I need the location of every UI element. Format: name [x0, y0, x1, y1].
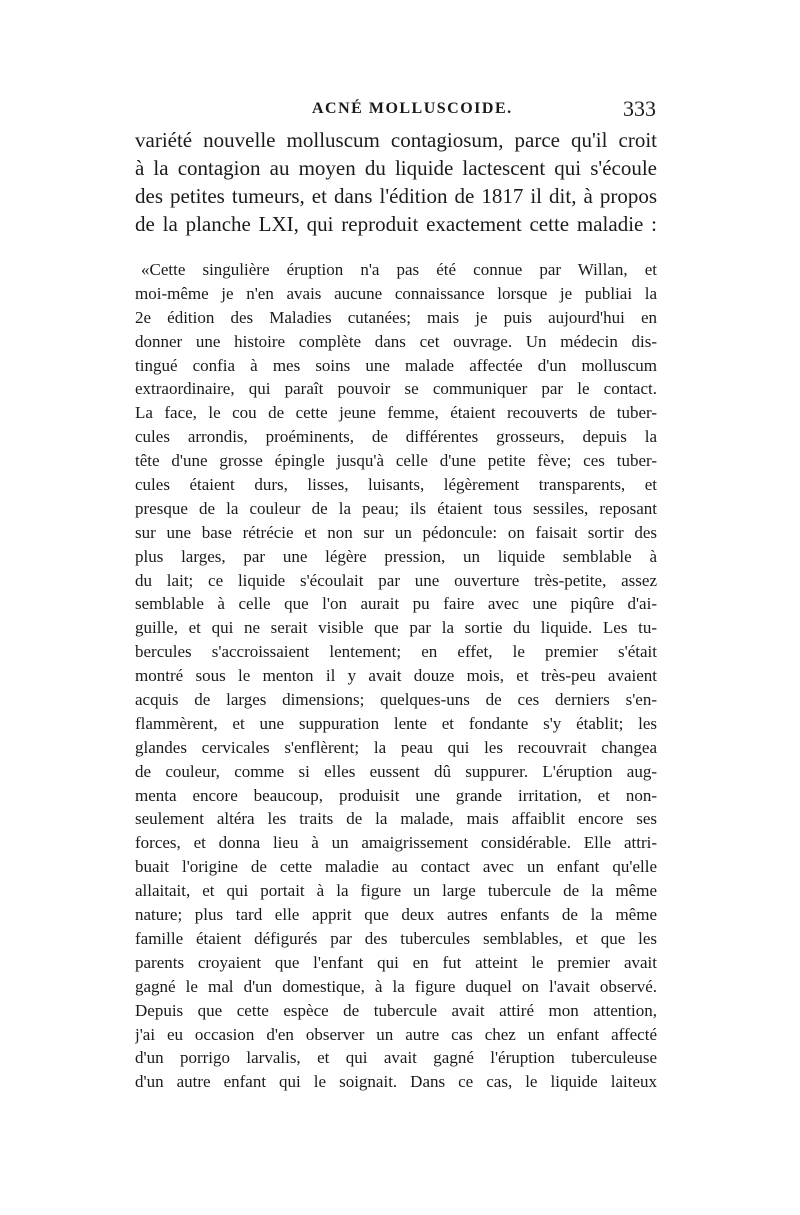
text-line: extraordinaire, qui paraît pouvoir se communiquer par le contact. — [135, 379, 657, 399]
page-number: 333 — [623, 96, 656, 121]
text-line: Depuis que cette espèce de tubercule avait attiré mon attention, — [135, 1000, 657, 1020]
text-line: semblable à celle que l'on aurait pu faire avec une piqûre d'ai- — [135, 594, 657, 614]
quoted-passage — [135, 258, 657, 1094]
text-line: flammèrent, et une suppuration lente et fondante s'y établit; les — [135, 713, 657, 733]
text-line: nature; plus tard elle apprit que deux autres enfants de la même — [135, 905, 657, 925]
text-line: menta encore beaucoup, produisit une grande irritation, et non- — [135, 785, 657, 805]
text-line: guille, et qui ne serait visible que par la sortie du liquide. Les tu- — [135, 618, 657, 638]
text-line: tête d'une grosse épingle jusqu'à celle d'une petite fève; ces tuber- — [135, 451, 657, 471]
text-line: à la contagion au moyen du liquide lactescent qui s'écoule — [135, 156, 657, 180]
text-line: «Cette singulière éruption n'a pas été connue par Willan, et — [141, 260, 657, 279]
text-line: d'un autre enfant qui le soignait. Dans ce cas, le liquide laiteux — [135, 1072, 657, 1092]
text-line: de la planche LXI, qui reproduit exactement cette maladie : — [135, 212, 657, 236]
text-line: j'ai eu occasion d'en observer un autre cas chez un enfant affecté — [135, 1024, 657, 1044]
text-line: d'un porrigo larvalis, et qui avait gagné l'éruption tuberculeuse — [135, 1048, 657, 1068]
running-head — [130, 98, 660, 122]
text-line: 2e édition des Maladies cutanées; mais je puis aujourd'hui en — [135, 307, 657, 327]
text-line: glandes cervicales s'enflèrent; la peau qui les recouvrait changea — [135, 737, 657, 757]
text-line: donner une histoire complète dans cet ouvrage. Un médecin dis- — [135, 331, 657, 351]
text-line: famille étaient défigurés par des tubercules semblables, et que les — [135, 928, 657, 948]
running-title: ACNÉ MOLLUSCOIDE. — [312, 100, 513, 117]
text-line: cules arrondis, proéminents, de différentes grosseurs, depuis la — [135, 427, 657, 447]
text-line: des petites tumeurs, et dans l'édition de 1817 il dit, à propos — [135, 184, 657, 208]
text-line: allaitait, et qui portait à la figure un large tubercule de la même — [135, 881, 657, 901]
text-line: acquis de larges dimensions; quelques-uns de ces derniers s'en- — [135, 690, 657, 710]
text-line: tingué confia à mes soins une malade affectée d'un molluscum — [135, 355, 657, 375]
text-line: montré sous le menton il y avait douze mois, et très-peu avaient — [135, 666, 657, 686]
text-line: de couleur, comme si elles eussent dû suppurer. L'éruption aug- — [135, 761, 657, 781]
text-line: buait l'origine de cette maladie au contact avec un enfant qu'elle — [135, 857, 657, 877]
text-line: La face, le cou de cette jeune femme, étaient recouverts de tuber- — [135, 403, 657, 423]
text-line: moi-même je n'en avais aucune connaissance lorsque je publiai la — [135, 283, 657, 303]
text-line: forces, et donna lieu à un amaigrissement considérable. Elle attri- — [135, 833, 657, 853]
text-line: presque de la couleur de la peau; ils étaient tous sessiles, reposant — [135, 498, 657, 518]
text-line: cules étaient durs, lisses, luisants, légèrement transparents, et — [135, 475, 657, 495]
text-line: parents croyaient que l'enfant qui en fut atteint le premier avait — [135, 952, 657, 972]
text-line: bercules s'accroissaient lentement; en effet, le premier s'était — [135, 642, 657, 662]
intro-paragraph — [135, 126, 657, 238]
text-line: plus larges, par une légère pression, un liquide semblable à — [135, 546, 657, 566]
text-line: variété nouvelle molluscum contagiosum, parce qu'il croit — [135, 128, 657, 152]
text-line: sur une base rétrécie et non sur un pédoncule: on faisait sortir des — [135, 522, 657, 542]
text-line: seulement altéra les traits de la malade, mais affaiblit encore ses — [135, 809, 657, 829]
text-line: du lait; ce liquide s'écoulait par une ouverture très-petite, assez — [135, 570, 657, 590]
text-line: gagné le mal d'un domestique, à la figure duquel on l'avait observé. — [135, 976, 657, 996]
